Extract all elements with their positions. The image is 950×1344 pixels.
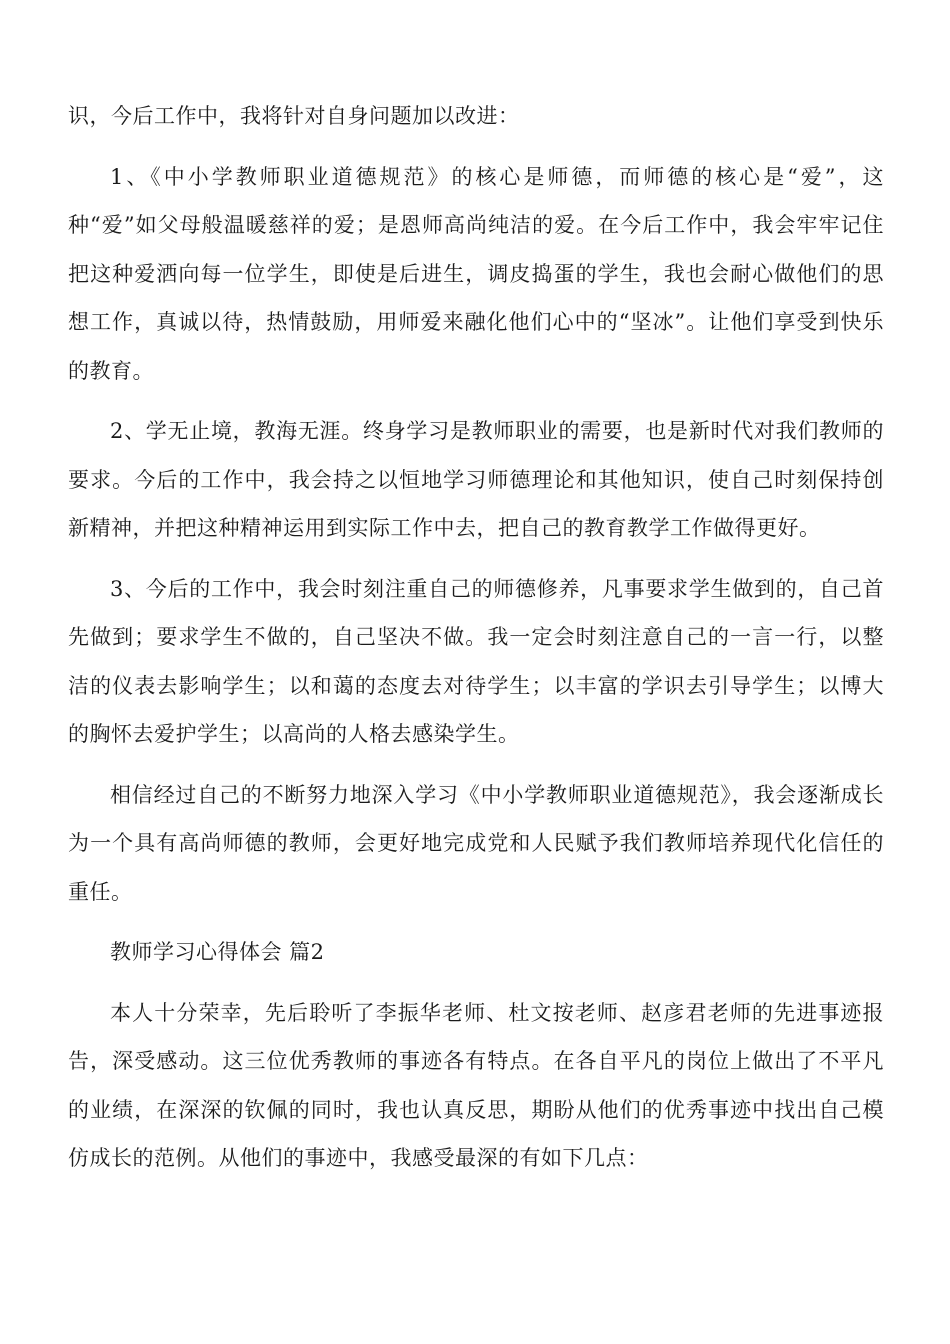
paragraph-item-2: 2、学无止境，教海无涯。终身学习是教师职业的需要，也是新时代对我们教师的要求。今后的工作中，我会持之以恒地学习师德理论和其他知识，使自己时刻保持创新精神，并把这种精神运用到实际工作中去，把自己的教育教学工作做得更好。 bbox=[68, 419, 884, 540]
paragraph-item-1: 1、《中小学教师职业道德规范》的核心是师德，而师德的核心是“爱”，这种“爱”如父母般温暖慈祥的爱；是恩师高尚纯洁的爱。在今后工作中，我会牢牢记住把这种爱洒向每一位学生，即使是后进生，调皮捣蛋的学生，我也会耐心做他们的思想工作，真诚以待，热情鼓励，用师爱来融化他们心中的“坚冰”。让他们享受到快乐的教育。 bbox=[68, 164, 884, 383]
section-heading: 教师学习心得体会 篇2 bbox=[110, 940, 325, 964]
paragraph-section2-intro: 本人十分荣幸，先后聆听了李振华老师、杜文按老师、赵彦君老师的先进事迹报告，深受感动。这三位优秀教师的事迹各有特点。在各自平凡的岗位上做出了不平凡的业绩，在深深的钦佩的同时，我也认真反思，期盼从他们的优秀事迹中找出自己模仿成长的范例。从他们的事迹中，我感受最深的有如下几点： bbox=[68, 1000, 884, 1170]
paragraph-item-3: 3、今后的工作中，我会时刻注重自己的师德修养，凡事要求学生做到的，自己首先做到；要求学生不做的，自己坚决不做。我一定会时刻注意自己的一言一行，以整洁的仪表去影响学生；以和蔼的态度去对待学生；以丰富的学识去引导学生；以博大的胸怀去爱护学生；以高尚的人格去感染学生。 bbox=[68, 576, 884, 746]
paragraph-conclusion: 相信经过自己的不断努力地深入学习《中小学教师职业道德规范》，我会逐渐成长为一个具有高尚师德的教师，会更好地完成党和人民赋予我们教师培养现代化信任的重任。 bbox=[68, 782, 884, 904]
paragraph-continuation: 识，今后工作中，我将针对自身问题加以改进： bbox=[68, 104, 520, 128]
document-body bbox=[68, 92, 884, 1195]
